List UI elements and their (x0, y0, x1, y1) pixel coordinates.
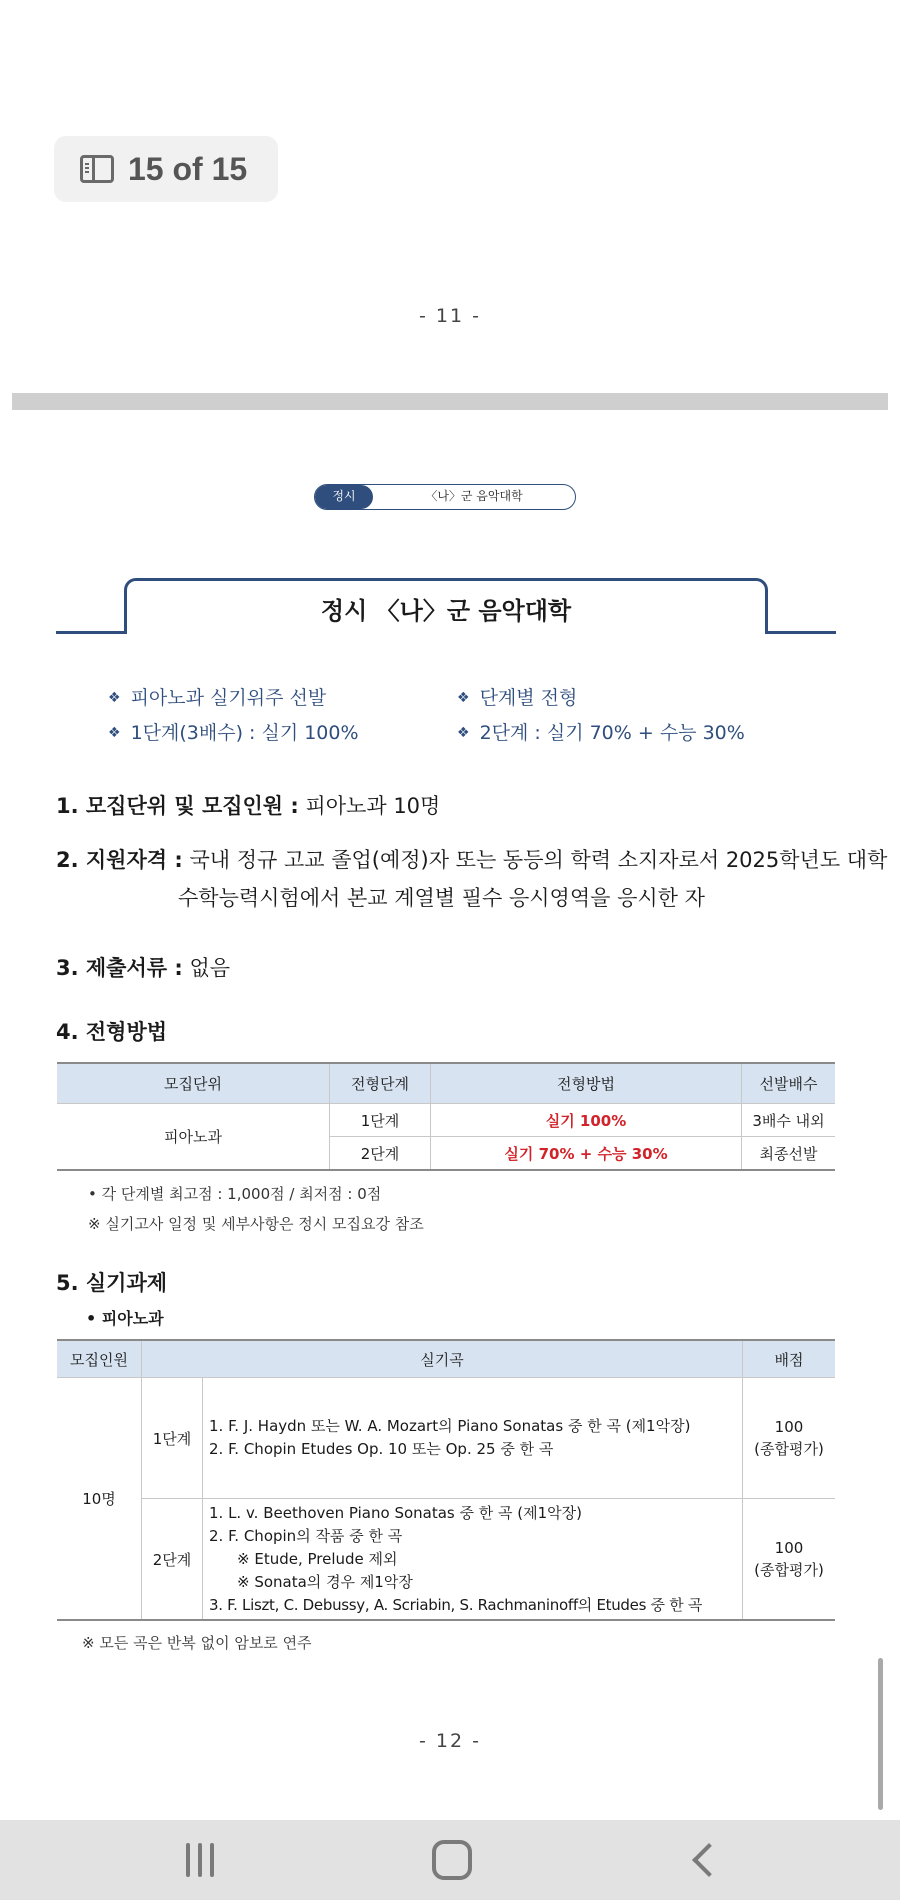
home-icon (432, 1840, 472, 1880)
score-note: • 각 단계별 최고점 : 1,000점 / 최저점 : 0점 (88, 1185, 382, 1203)
scrollbar-thumb[interactable] (878, 1658, 883, 1810)
header-tag-right: 〈나〉군 음악대학 (425, 489, 523, 503)
bullet-item: ❖ 1단계(3배수) : 실기 100% (108, 722, 359, 744)
section-3: 3. 제출서류 : 없음 (56, 956, 231, 980)
section-5-sub: • 피아노과 (86, 1309, 164, 1328)
header-tag (314, 484, 576, 510)
score-cell: 100 (종합평가) (743, 1378, 836, 1499)
page-counter-chip[interactable] (54, 136, 278, 202)
count-cell: 10명 (57, 1378, 142, 1621)
table-header: 전형방법 (431, 1063, 742, 1104)
table-header: 모집인원 (57, 1340, 142, 1378)
page-title: 정시 〈나〉군 음악대학 (320, 597, 572, 625)
page-number-bottom: - 12 - (419, 1730, 481, 1752)
bullet-item: ❖ 2단계 : 실기 70% + 수능 30% (457, 722, 745, 744)
table-row (57, 1378, 835, 1499)
diamond-icon: ❖ (457, 725, 470, 741)
table-row (57, 1499, 835, 1621)
recent-apps-button[interactable] (140, 1820, 260, 1900)
practical-task-table (57, 1339, 835, 1621)
unit-cell: 피아노과 (57, 1104, 330, 1171)
diamond-icon: ❖ (457, 690, 470, 706)
songs-cell: 1. F. J. Haydn 또는 W. A. Mozart의 Piano Sonatas 중 한 곡 (제1악장) 2. F. Chopin Etudes Op. 10 또는 Op. 25 중 한 곡 (203, 1378, 743, 1499)
schedule-note: ※ 실기고사 일정 및 세부사항은 정시 모집요강 참조 (88, 1215, 424, 1233)
section-2-line2: 수학능력시험에서 본교 계열별 필수 응시영역을 응시한 자 (178, 886, 705, 910)
table-header: 선발배수 (742, 1063, 836, 1104)
table-row (57, 1104, 835, 1137)
stage-cell: 1단계 (330, 1104, 431, 1137)
page-number-top: - 11 - (419, 305, 481, 327)
back-button[interactable] (644, 1820, 764, 1900)
stage-cell: 2단계 (142, 1499, 203, 1621)
section-2: 2. 지원자격 : 국내 정규 고교 졸업(예정)자 또는 동등의 학력 소지자로서 2025학년도 대학 (56, 848, 888, 872)
section-title-box (56, 578, 836, 634)
table-header: 모집단위 (57, 1063, 330, 1104)
bullet-item: ❖ 단계별 전형 (457, 687, 578, 709)
home-button[interactable] (392, 1820, 512, 1900)
page-divider (12, 393, 888, 410)
header-tag-left: 정시 (315, 485, 373, 509)
section-4: 4. 전형방법 (56, 1020, 168, 1044)
bullet-item: ❖ 피아노과 실기위주 선발 (108, 687, 327, 709)
section-1: 1. 모집단위 및 모집인원 : 피아노과 10명 (56, 794, 441, 818)
table-header: 전형단계 (330, 1063, 431, 1104)
method-cell: 실기 70% + 수능 30% (431, 1137, 742, 1171)
songs-cell: 1. L. v. Beethoven Piano Sonatas 중 한 곡 (제1악장) 2. F. Chopin의 작품 중 한 곡 ※ Etude, Prelude 제외 ※ Sonata의 경우 제1악장 3. F. Liszt, C. Debussy, A. Scriabin, S. Rachmaninoff의 Etudes 중 한 곡 (203, 1499, 743, 1621)
method-cell: 실기 100% (431, 1104, 742, 1137)
stage-cell: 2단계 (330, 1137, 431, 1171)
memorization-note: ※ 모든 곡은 반복 없이 암보로 연주 (82, 1634, 312, 1652)
back-icon (692, 1843, 726, 1877)
stage-cell: 1단계 (142, 1378, 203, 1499)
diamond-icon: ❖ (108, 690, 121, 706)
multiple-cell: 3배수 내외 (742, 1104, 836, 1137)
score-cell: 100 (종합평가) (743, 1499, 836, 1621)
table-header: 실기곡 (142, 1340, 743, 1378)
recent-apps-icon (186, 1843, 190, 1877)
diamond-icon: ❖ (108, 725, 121, 741)
selection-method-table (57, 1062, 835, 1171)
page-counter-text: 15 of 15 (128, 150, 248, 187)
multiple-cell: 최종선발 (742, 1137, 836, 1171)
page-view-icon (80, 155, 114, 183)
table-header: 배점 (743, 1340, 836, 1378)
section-5: 5. 실기과제 (56, 1271, 168, 1295)
system-nav-bar (0, 1820, 900, 1900)
